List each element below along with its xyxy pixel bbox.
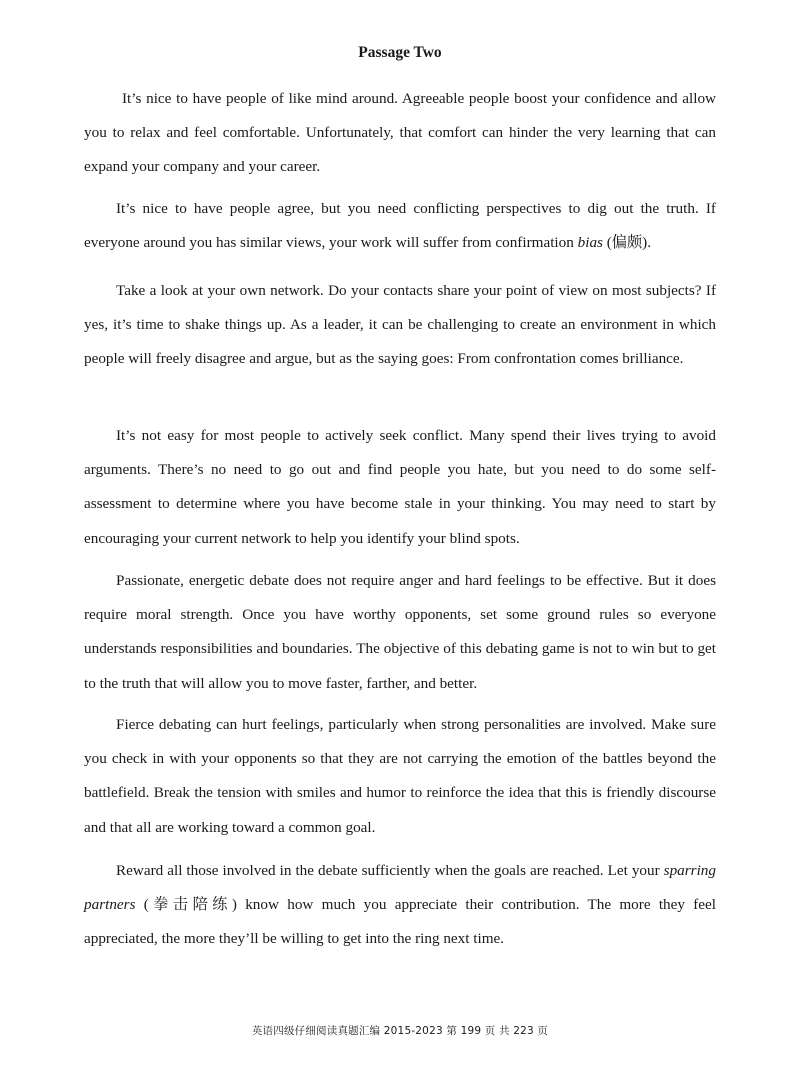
page-title: Passage Two: [358, 44, 442, 61]
paragraph-7-text-a: Reward all those involved in the debate sufficiently when the goals are reached. Let your: [116, 862, 664, 879]
paragraph-2-text-b: (偏颇).: [602, 234, 652, 252]
page-footer: 英语四级仔细阅读真题汇编 2015-2023 第 199 页 共 223 页: [251, 1025, 549, 1037]
paragraph-2: [84, 192, 716, 260]
paragraph-2-term-bias: bias: [577, 234, 603, 252]
paragraph-6: Fierce debating can hurt feelings, particularly when strong personalities are involved. Make sure you check in with your opponents so that they are not carrying the emotion of the battles beyond the battlefield. Break the tension with smiles and humor to reinforce the idea that this is friendly discourse and that all are working toward a common goal.: [84, 716, 716, 836]
paragraph-3: Take a look at your own network. Do your contacts share your point of view on most subjects? If yes, it’s time to shake things up. As a leader, it can be challenging to create an environment in which people will freely disagree and argue, but as the saying goes: From confrontation comes brilliance.: [84, 282, 716, 368]
paragraph-2-text-a: It’s nice to have people agree, but you need conflicting perspectives to dig out the truth. If everyone around you has similar views, your work will suffer from confirmation: [84, 200, 716, 252]
paragraph-7: [84, 854, 716, 957]
paragraph-5: Passionate, energetic debate does not require anger and hard feelings to be effective. But it does require moral strength. Once you have worthy opponents, set some ground rules so everyone understands responsibilities and boundaries. The objective of this debating game is not to win but to get to the truth that will allow you to move faster, farther, and better.: [84, 572, 716, 692]
paragraph-4: It’s not easy for most people to actively seek conflict. Many spend their lives trying to avoid arguments. There’s no need to go out and find people you hate, but you need to do some self-assessment to determine where you have become stale in your thinking. You may need to start by encouraging your current network to help you identify your blind spots.: [84, 427, 716, 547]
paragraph-7-text-b: (拳击陪练) know how much you appreciate their contribution. The more they feel appreciated, the more they’ll be willing to get into the ring next time.: [84, 896, 716, 948]
paragraph-7-term-sparring-partners: sparring partners: [84, 862, 716, 914]
paragraph-1: It’s nice to have people of like mind around. Agreeable people boost your confidence and allow you to relax and feel comfortable. Unfortunately, that comfort can hinder the very learning that can expand your company and your career.: [84, 90, 716, 176]
